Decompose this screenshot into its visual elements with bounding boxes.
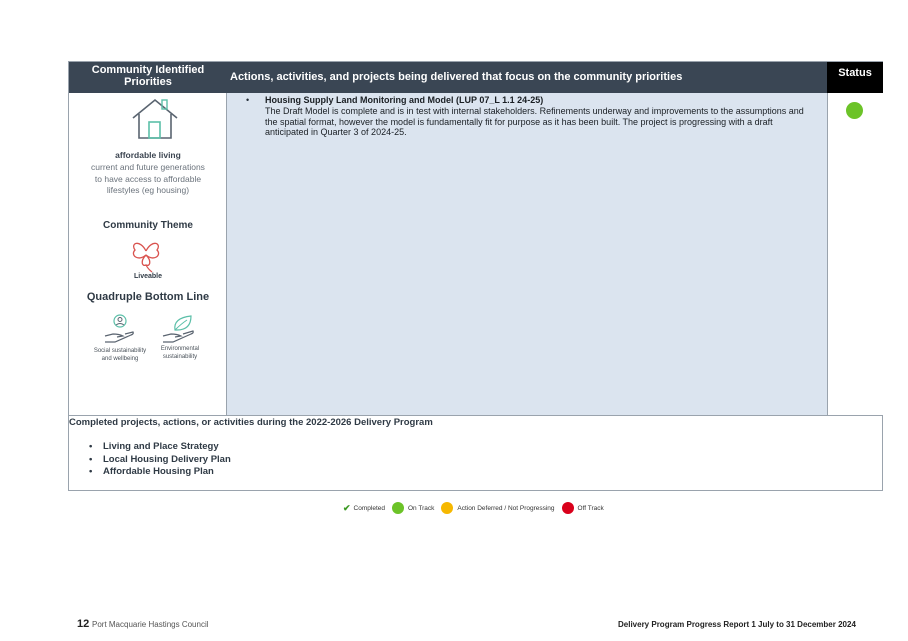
qbl-heading: Quadruple Bottom Line: [86, 291, 210, 303]
progress-table: [68, 61, 883, 491]
legend-completed: [343, 503, 385, 514]
header-status: Status: [827, 62, 883, 93]
status-cell: [828, 93, 883, 415]
community-theme-heading: Community Theme: [102, 220, 193, 231]
check-icon: ✔: [343, 502, 351, 513]
legend-label: Completed: [353, 504, 385, 512]
legend-label: Off Track: [577, 504, 604, 512]
community-theme-label: Liveable: [133, 273, 162, 280]
completed-heading: Completed projects, actions, or activities during the 2022-2026 Delivery Program: [69, 417, 433, 428]
header-priorities: Community Identified Priorities: [69, 62, 227, 93]
completed-item: • Affordable Housing Plan: [89, 466, 231, 479]
leaf-in-hand-icon: [161, 312, 199, 346]
footer-organisation: Port Macquarie Hastings Council: [92, 620, 209, 629]
header-actions: Actions, activities, and projects being delivered that focus on the community priorities: [227, 62, 827, 93]
status-legend: [343, 501, 611, 515]
clover-heart-icon: [126, 235, 166, 273]
priority-description: current and future generations to have access to affordable lifestyles (eg housing): [91, 162, 205, 195]
qbl-label-social: Social sustainability and wellbeing: [93, 348, 147, 362]
completed-list: [89, 441, 231, 479]
legend-label: Action Deferred / Not Progressing: [457, 504, 555, 512]
row-divider: [69, 415, 882, 416]
completed-item: • Living and Place Strategy: [89, 441, 231, 454]
footer-report-title: Delivery Program Progress Report 1 July to 31 December 2024: [618, 620, 856, 629]
green-dot-icon: [392, 502, 404, 514]
completed-item: • Local Housing Delivery Plan: [89, 454, 231, 467]
action-description: The Draft Model is complete and is in test with internal stakeholders. Refinements underway and improvements to the assumptions and the spatial format, however the model is fundamentally fit for purpose as it has been built. The project is progressing with a draft anticipated in Quarter 3 of 2024-25.: [265, 106, 804, 137]
legend-label: On Track: [407, 504, 435, 512]
legend-on-track: [392, 502, 434, 514]
person-in-hand-icon: [103, 314, 137, 346]
legend-deferred: [441, 502, 554, 514]
amber-dot-icon: [441, 502, 453, 514]
legend-off-track: [562, 502, 604, 514]
action-title: Housing Supply Land Monitoring and Model (LUP 07_L 1.1 24-25): [265, 95, 544, 105]
actions-cell: [227, 93, 828, 415]
priority-title: affordable living: [115, 150, 181, 160]
page-number: 12: [77, 618, 90, 630]
priorities-cell: [69, 93, 227, 415]
house-icon: [131, 98, 179, 140]
action-bullet: •: [246, 95, 250, 105]
status-on-track-dot: [846, 102, 863, 119]
qbl-label-environmental: Environmental sustainability: [160, 346, 200, 360]
red-dot-icon: [562, 502, 574, 514]
